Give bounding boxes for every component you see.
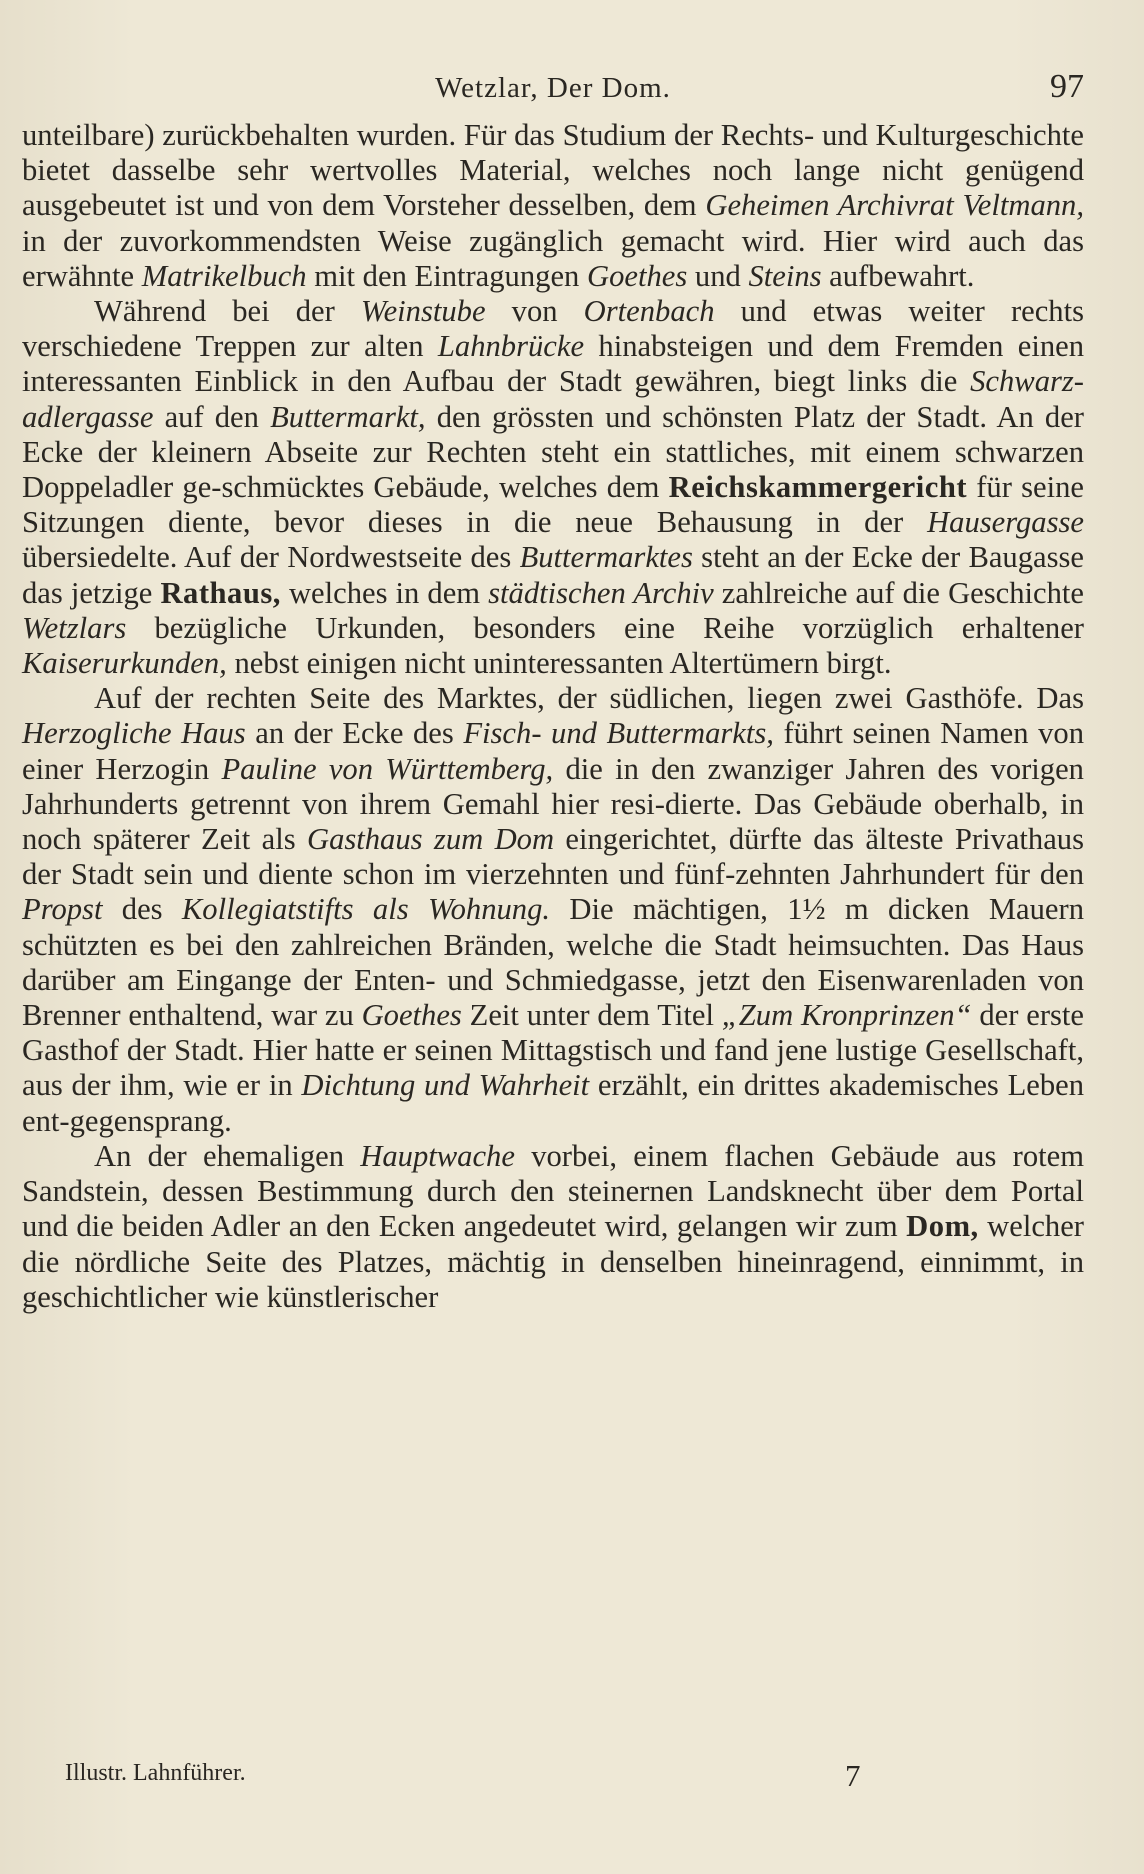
emphasis-run: Lahnbrücke [437,329,585,364]
text-run: Die mächtigen, 1½ m dicken Mauern schützten es bei den zahlreichen Bränden, welche die Stadt heimsuchten. Das Haus darüber am Eingange der Enten- und Schmiedgasse, jetzt den Eisenwarenladen von Brenner enthaltend, war zu [22,892,1084,1033]
emphasis-run: Goethes [586,258,688,293]
emphasis-run: Wetzlars [22,610,127,645]
text-run: hinabsteigen und dem Fremden einen interessanten Einblick in den Aufbau der Stadt gewähren, biegt links die [22,329,1084,399]
emphasis-run: Hauptwache [360,1138,515,1173]
paragraph-2 [22,294,1084,681]
page-header [22,62,1084,118]
text-run: eingerichtet, dürfte das älteste Privathaus der Stadt sein und diente schon im vierzehnten und fünf-zehnten Jahrhundert für den [22,822,1085,892]
text-run: des [102,892,182,927]
emphasis-run: Gasthaus zum Dom [306,822,555,857]
emphasis-run: Buttermarktes [519,540,693,575]
emphasis-run: Ortenbach [583,294,715,329]
page-footer [65,1758,1084,1798]
bold-run: Reichskammergericht [668,470,968,505]
emphasis-run: Dichtung und Wahrheit [301,1068,590,1103]
text-run: erzählt, ein drittes akademisches Leben ent-gegensprang. [22,1068,1085,1138]
emphasis-run: „Zum Kronprinzen“ [721,998,972,1033]
text-run: und etwas weiter rechts verschiedene Treppen zur alten [22,294,1084,364]
text-run: mit den Eintragungen [306,258,587,293]
text-run: bezügliche Urkunden, besonders eine Reihe vorzüglich erhaltener [126,610,1084,645]
body-text [22,118,1084,1315]
running-title: Wetzlar, Der Dom. [435,72,671,104]
page-number: 97 [1050,68,1084,105]
text-run: Auf der rechten Seite des Marktes, der südlichen, liegen zwei Gasthöfe. Das [94,681,1084,716]
text-run: an der Ecke des [245,716,464,751]
text-run: für seine Sitzungen diente, bevor dieses in die neue Behausung in der [22,470,1084,540]
printer-signature: Illustr. Lahnführer. [65,1760,246,1786]
text-run: steht an der Ecke der Baugasse das jetzige [22,540,1084,610]
paragraph-3 [22,681,1084,1139]
bold-run: Dom, [906,1209,979,1244]
text-run: auf den [153,399,271,434]
text-run: Während bei der [94,294,361,329]
emphasis-run: Pauline von Württemberg, [221,751,554,786]
emphasis-run: Weinstube [360,294,486,329]
text-run: nebst einigen nicht uninteressanten Altertümern birgt. [226,646,892,681]
emphasis-run: Hausergasse [927,505,1084,540]
text-run: unteilbare) zurückbehalten wurden. Für das Studium der Rechts- und Kulturgeschichte bietet dasselbe sehr wertvolles Material, welches noch lange nicht genügend ausgebeutet ist und von dem Vorsteher desselben, dem [22,118,1084,223]
text-run: vorbei, einem flachen Gebäude aus rotem Sandstein, dessen Bestimmung durch den steinernen Landsknecht über dem Portal und die beiden Adler an den Ecken angedeutet wird, gelangen wir zum [22,1138,1084,1244]
emphasis-run: Buttermarkt, [270,399,426,434]
text-run: übersiedelte. Auf der Nordwestseite des [22,540,520,575]
sheet-number: 7 [845,1758,861,1793]
text-run: An der ehemaligen [94,1138,361,1173]
emphasis-run: Kaiserurkunden, [22,646,227,681]
emphasis-run: Schwarz-adlergasse [22,364,1084,434]
text-run: in der zuvorkommendsten Weise zugänglich gemacht wird. Hier wird auch das erwähnte [22,223,1084,293]
bold-run: Rathaus, [160,575,281,610]
paragraph-1 [22,118,1084,294]
emphasis-run: Kollegiatstifts als Wohnung. [181,892,551,927]
emphasis-run: Goethes [361,998,462,1033]
text-run: den grössten und schönsten Platz der Stadt. An der Ecke der kleinern Abseite zur Rechten steht ein stattliches, mit einem schwarzen Doppeladler ge-schmücktes Gebäude, welches dem [22,399,1084,505]
text-run: die in den zwanziger Jahren des vorigen Jahrhunderts getrennt von ihrem Gemahl hier resi-dierte. Das Gebäude oberhalb, in noch späterer Zeit als [22,751,1084,857]
text-run: zahlreiche auf die Geschichte [713,575,1084,610]
text-run: und [687,258,749,293]
emphasis-run: Matrikelbuch [141,258,307,293]
text-run: welcher die nördliche Seite des Platzes, mächtig in denselben hineinragend, einnimmt, in geschichtlicher wie künstlerischer [22,1209,1084,1314]
emphasis-run: Geheimen Archivrat Veltmann, [705,188,1084,223]
emphasis-run: Herzogliche Haus [22,716,246,751]
emphasis-run: städtischen Archiv [488,575,714,610]
text-run: der erste Gasthof der Stadt. Hier hatte er seinen Mittagstisch und fand jene lustige Gesellschaft, aus der ihm, wie er in [22,998,1084,1103]
emphasis-run: Fisch- und Buttermarkts, [463,716,774,751]
text-run: aufbewahrt. [821,258,975,293]
text-run: führt seinen Namen von einer Herzogin [22,716,1084,786]
emphasis-run: Propst [22,892,103,927]
text-run: Zeit unter dem Titel [461,998,722,1033]
text-run: welches in dem [280,575,489,610]
text-run: von [485,294,584,329]
paragraph-4 [22,1139,1084,1315]
emphasis-run: Steins [748,258,822,293]
